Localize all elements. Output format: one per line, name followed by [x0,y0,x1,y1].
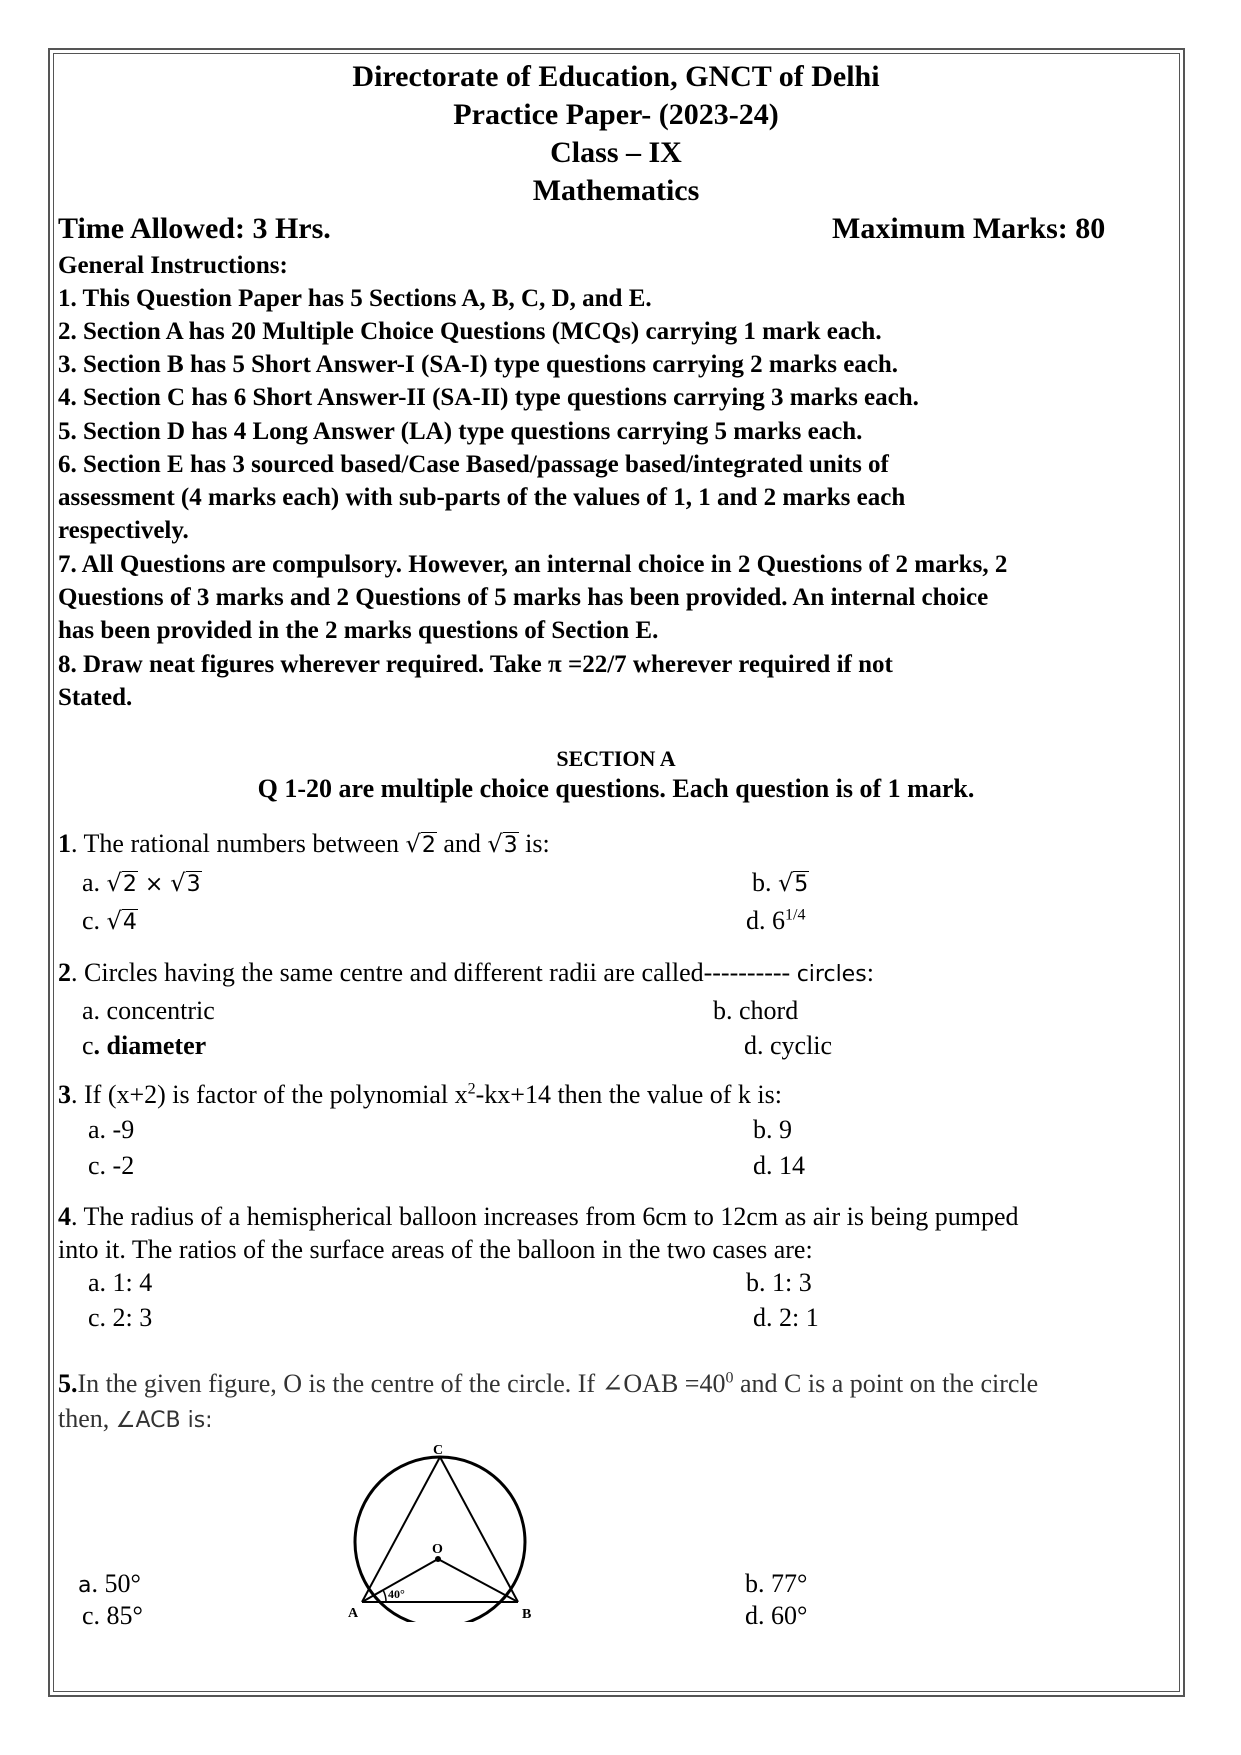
label-b: B [522,1607,532,1622]
instruction-line: 7. All Questions are compulsory. However, an internal choice in 2 Questions of 2 marks, 2 [58,551,1008,578]
exponent: 2 [467,1080,476,1098]
option-a: a. 1: 4 [88,1268,153,1297]
header-directorate: Directorate of Education, GNCT of Delhi [352,60,880,93]
instruction-line: has been provided in the 2 marks questions of Section E. [58,617,659,644]
option-d: d. 60° [745,1601,808,1630]
angle-arc [383,1590,386,1602]
question-text: and [436,829,488,858]
question-1 [58,829,550,859]
question-text: : [866,958,874,987]
option-c: c. diameter [82,1031,207,1060]
sqrt-expression: √3 [487,830,518,858]
question-number: 5. [58,1369,78,1398]
header-practice-paper: Practice Paper- (2023-24) [453,98,779,131]
option-d: d. $6^{1/4}$ [746,906,806,935]
option-c: c. 2: 3 [88,1303,153,1332]
question-number: 3 [58,1080,71,1109]
option-d: d. cyclic [744,1031,833,1060]
option-b: b. 77° [745,1569,808,1598]
option-b: b. chord [713,996,799,1025]
question-text: In the given figure, O is the centre of the circle. If ∠OAB =40 [77,1369,726,1398]
label-angle: 40° [388,1587,405,1601]
option-c: c. √4 [82,906,137,935]
question-4 [58,1202,1019,1232]
question-text: . Circles having the same centre and different radii are called---------- [71,958,797,987]
question-5 [58,1369,1038,1399]
question-text: . The radius of a hemispherical balloon increases from 6cm to 12cm as air is being pumped [71,1202,1019,1231]
question-text: . If (x+2) is factor of the polynomial x [71,1080,468,1109]
instructions-heading: General Instructions: [58,252,288,279]
label-o: O [432,1542,443,1557]
time-allowed: Time Allowed: 3 Hrs. [58,212,331,245]
option-d: d. 14 [753,1151,805,1180]
question-2 [58,958,874,988]
instruction-line: 6. Section E has 3 sourced based/Case Based/passage based/integrated units of [58,451,889,478]
question-5-line-2: then, ∠ACB is: [58,1404,213,1433]
instruction-line: 5. Section D has 4 Long Answer (LA) type questions carrying 5 marks each. [58,418,863,445]
circle [355,1457,525,1622]
option-c: c. 85° [82,1601,143,1630]
instruction-line: 3. Section B has 5 Short Answer-I (SA-I) type questions carrying 2 marks each. [58,351,899,378]
question-text: and C is a point on the circle [733,1369,1039,1398]
option-d: d. 2: 1 [753,1303,819,1332]
option-a: a. √2 × √3 [82,868,201,897]
section-subtitle: Q 1-20 are multiple choice questions. Each question is of 1 mark. [257,774,975,803]
header-class: Class – IX [550,136,682,169]
instruction-line: Stated. [58,684,133,711]
option-a: a. -9 [88,1115,135,1144]
instruction-line: assessment (4 marks each) with sub-parts of the values of 1, 1 and 2 marks each [58,484,906,511]
sqrt-expression: √2 [405,830,436,858]
question-text: is: [518,829,550,858]
question-3 [58,1080,782,1110]
question-number: 4 [58,1202,71,1231]
option-b: b. √5 [752,868,809,897]
label-a: A [348,1606,359,1621]
maximum-marks: Maximum Marks: 80 [832,212,1106,245]
question-text: circles [796,962,867,987]
question-number: 2 [58,958,71,987]
circle-figure [320,1442,560,1622]
instruction-line: 2. Section A has 20 Multiple Choice Questions (MCQs) carrying 1 mark each. [58,318,882,345]
option-a: a. 50° [78,1569,141,1598]
option-b: b. 9 [753,1115,792,1144]
instruction-line: 8. Draw neat figures wherever required. Take π =22/7 wherever required if not [58,651,893,678]
label-c: C [433,1443,444,1458]
option-a: a. concentric [82,996,215,1025]
question-4-line-2: into it. The ratios of the surface areas of the balloon in the two cases are: [58,1235,813,1264]
instruction-line: 1. This Question Paper has 5 Sections A, B, C, D, and E. [58,285,652,312]
question-number: 1 [58,829,71,858]
question-text: -kx+14 then the value of k is: [475,1080,783,1109]
exponent: 0 [725,1369,734,1387]
section-title: SECTION A [556,746,676,771]
instruction-line: 4. Section C has 6 Short Answer-II (SA-II) type questions carrying 3 marks each. [58,384,919,411]
option-c: c. -2 [88,1151,135,1180]
instruction-line: Questions of 3 marks and 2 Questions of 5 marks has been provided. An internal choice [58,584,989,611]
question-text: . The rational numbers between [71,829,406,858]
instruction-line: respectively. [58,517,189,544]
option-b: b. 1: 3 [746,1268,812,1297]
header-subject: Mathematics [532,174,700,207]
